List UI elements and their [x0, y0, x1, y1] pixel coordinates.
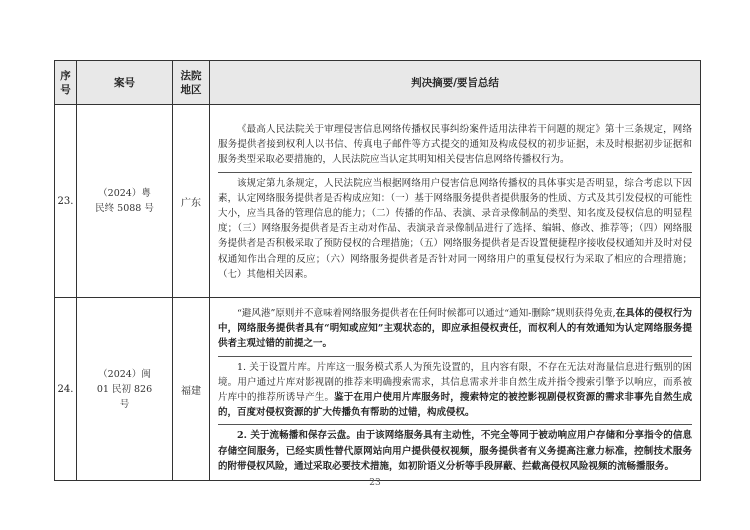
table-row — [55, 105, 701, 298]
court-region: 广东 — [173, 105, 210, 298]
summary-paragraph: 《最高人民法院关于审理侵害信息网络传播权民事纠纷案件适用法律若干问题的规定》第十三条规定，网络服务提供者接到权利人以书信、传真电子邮件等方式提交的通知及构成侵权的初步证据，未及时根据初步证据和服务类型采取必要措施的，人民法院应当认定其明知相关侵害信息网络传播权行为。 — [218, 123, 692, 166]
summary-paragraph: 2. 关于流畅播和保存云盘。由于该网络服务具有主动性，不完全等同于被动响应用户存储和分享指令的信息存储空间服务，已经实质性替代原网站向用户提供侵权视频，服务提供者有义务提高注意力标准，控制技术服务的附带侵权风险，通过采取必要技术措施，如初阶语义分析等手段屏蔽、拦截高侵权风险视频的流畅播服务。 — [218, 430, 692, 472]
paragraph-divider — [218, 424, 692, 425]
paragraph-divider — [218, 356, 692, 357]
case-number: （2024）粤 民终 5088 号 — [77, 105, 173, 298]
judgment-summary — [210, 298, 701, 481]
table-header-row — [55, 61, 701, 105]
summary-paragraph: 该规定第九条规定，人民法院应当根据网络用户侵害信息网络传播权的具体事实是否明显，综合考虑以下因素，认定网络服务提供者是否构成应知：（一）基于网络服务提供者提供服务的性质、方式及其引发侵权的可能性大小，应当具备的管理信息的能力；（二）传播的作品、表演、录音录像制品的类型、知名度及侵权信息的明显程度；（三）网络服务提供者是否主动对作品、表演录音录像制品进行了选择、编辑、修改、推荐等；（四）网络服务提供者是否积极采取了预防侵权的合理措施；（五）网络服务提供者是否设置便捷程序接收侵权通知并及时对侵权通知作出合理的反应；（六）网络服务提供者是否针对同一网络用户的重复侵权行为采取了相应的合理措施；（七）其他相关因素。 — [218, 177, 692, 280]
court-region: 福建 — [173, 298, 210, 481]
table-row — [55, 298, 701, 481]
row-number: 24. — [55, 298, 77, 481]
header-court-region: 法院 地区 — [173, 61, 210, 105]
summary-paragraph: “避风港”原则并不意味着网络服务提供者在任何时候都可以通过“通知-删除”规则获得免责,在具体的侵权行为中，网络服务提供者具有“明知或应知”主观状态的，即应承担侵权责任，而权利人的有效通知为认定网络服务提供者主观过错的前提之一。 — [218, 307, 692, 350]
row-number: 23. — [55, 105, 77, 298]
judgment-summary — [210, 105, 701, 298]
header-case-number: 案号 — [77, 61, 173, 105]
page-number: 23 — [369, 478, 381, 488]
summary-paragraph: 1. 关于设置片库。片库这一服务模式系人为预先设置的，且内容有限，不存在无法对海量信息进行甄别的困境。用户通过片库对影视剧的推荐来明确搜索需求，其信息需求并非自然生成并指令搜索引擎予以响应，而系被片库中的推荐所诱导产生。鉴于在用户使用片库服务时，搜索特定的被控影视剧侵权资源的需求非事先自然生成的，百度对侵权资源的扩大传播负有帮助的过错，构成侵权。 — [218, 361, 692, 419]
header-no: 序 号 — [55, 61, 77, 105]
paragraph-divider — [218, 172, 692, 173]
header-summary: 判决摘要/要旨总结 — [210, 61, 701, 105]
case-table — [54, 60, 701, 481]
case-number: （2024）闽 01 民初 826 号 — [77, 298, 173, 481]
